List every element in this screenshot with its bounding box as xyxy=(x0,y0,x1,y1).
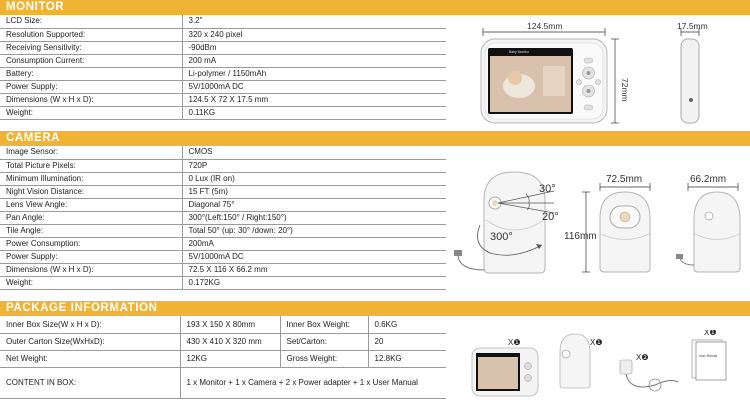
package-value: 12KG xyxy=(180,350,280,367)
camera-spec-row xyxy=(0,224,446,237)
spec-value: 0.11KG xyxy=(182,106,446,119)
spec-label: Resolution Supported: xyxy=(0,28,182,41)
package-label: Inner Box Weight: xyxy=(280,316,368,333)
package-item-user-manual xyxy=(692,330,726,380)
spec-value: -90dBm xyxy=(182,41,446,54)
spec-label: Receiving Sensitivity: xyxy=(0,41,182,54)
camera-front-view xyxy=(600,192,650,272)
monitor-width-label: 124.5mm xyxy=(527,21,563,31)
camera-dimension-figure xyxy=(450,150,750,300)
package-section-header: PACKAGE INFORMATION xyxy=(0,301,750,316)
camera-spec-row xyxy=(0,263,446,276)
camera-side-view xyxy=(676,192,740,272)
manual-qty-label: X❶ xyxy=(704,330,717,337)
manual-title: User Manual xyxy=(699,354,718,358)
package-value: 12.8KG xyxy=(368,350,446,367)
camera-spec-row xyxy=(0,276,446,289)
package-value: 193 X 150 X 80mm xyxy=(180,316,280,333)
spec-value: CMOS xyxy=(182,146,446,159)
camera-spec-row xyxy=(0,198,446,211)
spec-value: 200mA xyxy=(182,237,446,250)
spec-value: Total 50° (up: 30° /down: 20°) xyxy=(182,224,446,237)
spec-label: Image Sensor: xyxy=(0,146,182,159)
camera-depth-label: 66.2mm xyxy=(690,174,727,185)
monitor-spec-row xyxy=(0,93,446,106)
spec-value: 720P xyxy=(182,159,446,172)
spec-label: Lens View Angle: xyxy=(0,198,182,211)
spec-label: Power Consumption: xyxy=(0,237,182,250)
camera-spec-row xyxy=(0,172,446,185)
monitor-spec-row xyxy=(0,28,446,41)
camera-spec-row xyxy=(0,211,446,224)
package-value: 430 X 410 X 320 mm xyxy=(180,333,280,350)
camera-width-label: 72.5mm xyxy=(606,174,643,185)
package-value: 0.6KG xyxy=(368,316,446,333)
camera-spec-row xyxy=(0,250,446,263)
adapter-qty-label: X❷ xyxy=(636,353,649,362)
spec-value: 124.5 X 72 X 17.5 mm xyxy=(182,93,446,106)
spec-label: Dimensions (W x H x D): xyxy=(0,263,182,276)
monitor-section-header: MONITOR xyxy=(0,0,750,15)
spec-label: Weight: xyxy=(0,276,182,289)
package-label: Gross Weight: xyxy=(280,350,368,367)
spec-label: Minimum Illumination: xyxy=(0,172,182,185)
spec-value: 0 Lux (IR on) xyxy=(182,172,446,185)
monitor-depth-label: 17.5mm xyxy=(677,21,708,31)
camera-tilt-down-label: 20° xyxy=(542,211,559,223)
camera-pan-label: 300° xyxy=(490,231,513,243)
camera-spec-row xyxy=(0,185,446,198)
package-row xyxy=(0,333,446,350)
camera-spec-row xyxy=(0,159,446,172)
package-value: 20 xyxy=(368,333,446,350)
monitor-side-view xyxy=(681,39,699,123)
spec-label: Dimensions (W x H x D): xyxy=(0,93,182,106)
spec-value: Li-polymer / 1150mAh xyxy=(182,67,446,80)
spec-value: 15 FT (5m) xyxy=(182,185,446,198)
spec-label: Power Supply: xyxy=(0,80,182,93)
spec-label: Night Vision Distance: xyxy=(0,185,182,198)
camera-tilt-view xyxy=(454,172,559,273)
monitor-spec-row xyxy=(0,80,446,93)
monitor-spec-row xyxy=(0,54,446,67)
spec-label: Battery: xyxy=(0,67,182,80)
spec-value: 200 mA xyxy=(182,54,446,67)
spec-value: 5V/1000mA DC xyxy=(182,250,446,263)
package-row xyxy=(0,350,446,367)
monitor-spec-row xyxy=(0,15,446,28)
camera-tilt-up-label: 30° xyxy=(539,183,556,195)
camera-height-label: 116mm xyxy=(564,231,597,242)
camera-spec-row xyxy=(0,237,446,250)
spec-value: 300°(Left:150° / Right:150°) xyxy=(182,211,446,224)
package-label: Outer Carton Size(WxHxD): xyxy=(0,333,180,350)
spec-label: Tile Angle: xyxy=(0,224,182,237)
package-contents-figure xyxy=(470,330,750,400)
package-content-row xyxy=(0,367,446,398)
spec-value: 5V/1000mA DC xyxy=(182,80,446,93)
package-row xyxy=(0,316,446,333)
monitor-dimension-figure xyxy=(455,18,745,128)
package-label: Net Weight: xyxy=(0,350,180,367)
camera-spec-row xyxy=(0,146,446,159)
package-item-power-adapter xyxy=(620,353,678,391)
package-info-table xyxy=(0,316,446,399)
spec-label: Consumption Current: xyxy=(0,54,182,67)
monitor-screen-text: Baby Monitor xyxy=(509,50,529,54)
spec-label: Total Picture Pixels: xyxy=(0,159,182,172)
spec-value: 3.2" xyxy=(182,15,446,28)
monitor-spec-row xyxy=(0,106,446,119)
package-item-camera xyxy=(560,334,603,388)
monitor-height-label: 72mm xyxy=(620,78,630,102)
spec-label: Power Supply: xyxy=(0,250,182,263)
camera-section-header: CAMERA xyxy=(0,131,750,146)
spec-value: 72.5 X 116 X 66.2 mm xyxy=(182,263,446,276)
camera-qty-label: X❶ xyxy=(590,338,603,347)
monitor-spec-row xyxy=(0,67,446,80)
camera-spec-table xyxy=(0,146,446,290)
spec-value: 0.172KG xyxy=(182,276,446,289)
spec-value: 320 x 240 pixel xyxy=(182,28,446,41)
spec-label: Weight: xyxy=(0,106,182,119)
content-label: CONTENT IN BOX: xyxy=(0,367,180,398)
content-value: 1 x Monitor + 1 x Camera + 2 x Power adapter + 1 x User Manual xyxy=(180,367,446,398)
spec-label: LCD Size: xyxy=(0,15,182,28)
spec-value: Diagonal 75° xyxy=(182,198,446,211)
package-label: Set/Carton: xyxy=(280,333,368,350)
package-label: Inner Box Size(W x H x D): xyxy=(0,316,180,333)
package-item-monitor xyxy=(472,338,538,396)
monitor-spec-row xyxy=(0,41,446,54)
monitor-qty-label: X❶ xyxy=(508,338,521,347)
monitor-spec-table xyxy=(0,15,446,120)
spec-label: Pan Angle: xyxy=(0,211,182,224)
